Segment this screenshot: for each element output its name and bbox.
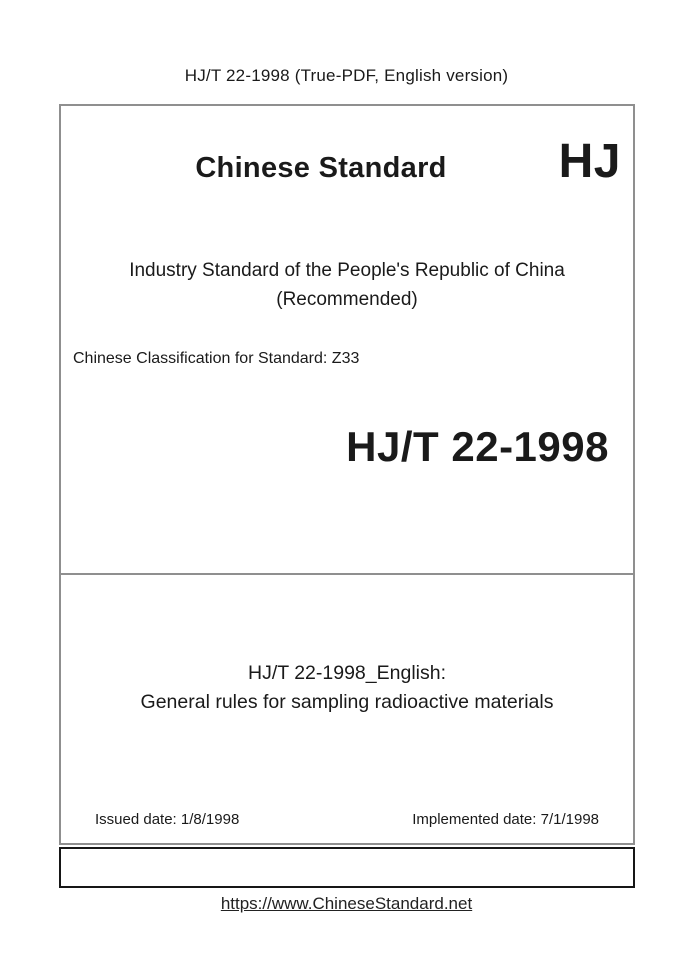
blank-field-box [59,847,635,888]
document-header-text: HJ/T 22-1998 (True-PDF, English version) [184,66,509,85]
document-title-line1: HJ/T 22-1998_English: [247,662,446,684]
implemented-date: Implemented date: 7/1/1998 [412,811,599,828]
website-link[interactable]: https://www.ChineseStandard.net [220,894,473,913]
standard-type-line1: Industry Standard of the People's Republic of China [129,260,565,281]
cover-lower-section [61,575,633,843]
document-title-line2: General rules for sampling radioactive materials [140,691,554,713]
brand-title: Chinese Standard [195,152,447,184]
cover-upper-section [61,106,633,575]
cover-frame [59,104,635,845]
issued-date: Issued date: 1/8/1998 [95,811,240,828]
page-footer [0,894,693,914]
standard-code: HJ/T 22-1998 [346,423,609,470]
classification-code: Chinese Classification for Standard: Z33 [73,350,360,367]
dates-row [61,811,633,828]
document-title-block [61,659,633,717]
standard-type-line2: (Recommended) [276,289,418,310]
standard-type-block [61,256,633,314]
standard-prefix-logo: HJ [558,135,621,188]
